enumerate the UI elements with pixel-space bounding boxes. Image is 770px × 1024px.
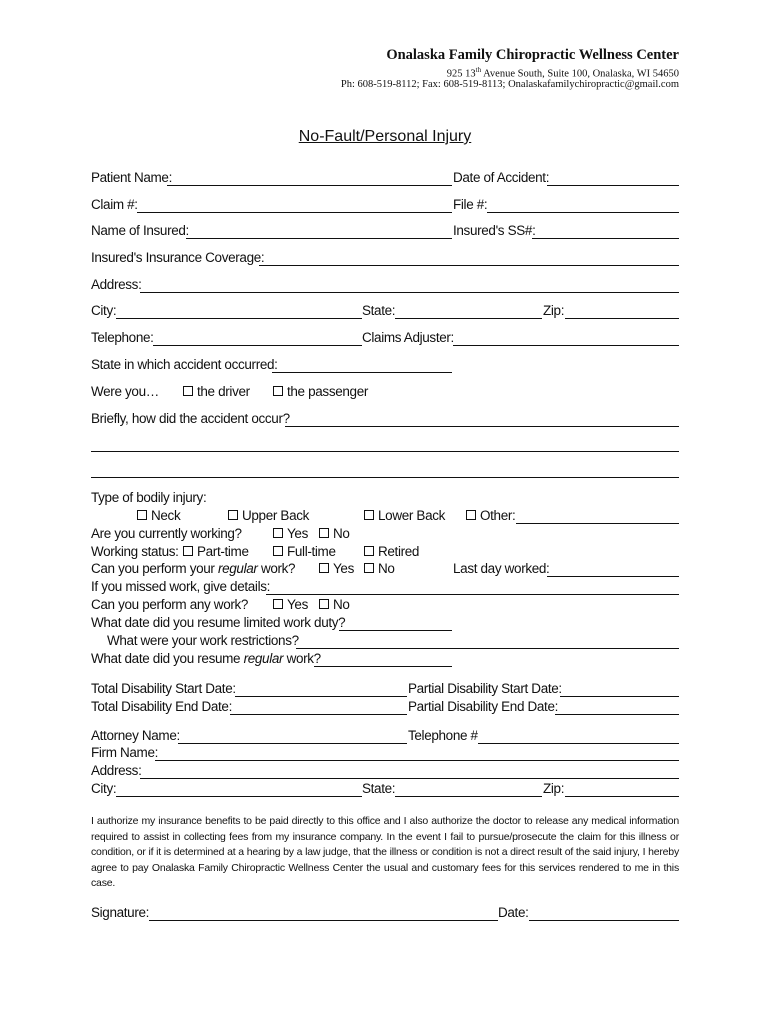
total-end-field[interactable]	[230, 714, 407, 715]
part-time-option[interactable]: Part-time	[183, 544, 249, 560]
claims-adjuster-field[interactable]	[453, 345, 679, 346]
attorney-zip-label: Zip:	[543, 781, 565, 796]
injury-type-label: Type of bodily injury:	[91, 490, 207, 505]
org-contact: Ph: 608-519-8112; Fax: 608-519-8113; Onalaskafamilychiropractic@gmail.com	[340, 79, 679, 90]
file-label: File #:	[453, 197, 488, 212]
city-label: City:	[91, 303, 117, 318]
lower-back-checkbox[interactable]	[364, 510, 374, 520]
missed-work-field[interactable]	[266, 594, 679, 595]
name-of-insured-label: Name of Insured:	[91, 223, 189, 238]
insurance-coverage-field[interactable]	[259, 265, 679, 266]
resume-regular-field[interactable]	[314, 666, 452, 667]
regular-no-option[interactable]: No	[364, 561, 395, 577]
telephone-label: Telephone:	[91, 330, 154, 345]
upper-back-option[interactable]: Upper Back	[228, 508, 309, 524]
address-field[interactable]	[140, 292, 679, 293]
full-time-checkbox[interactable]	[273, 546, 283, 556]
claims-adjuster-label: Claims Adjuster:	[362, 330, 454, 345]
zip-label: Zip:	[543, 303, 565, 318]
total-start-field[interactable]	[235, 696, 407, 697]
neck-option[interactable]: Neck	[137, 508, 180, 524]
working-yes-checkbox[interactable]	[273, 528, 283, 538]
org-name: Onalaska Family Chiropractic Wellness Center	[386, 47, 679, 63]
file-field[interactable]	[487, 212, 679, 213]
retired-option[interactable]: Retired	[364, 544, 419, 560]
regular-yes-option[interactable]: Yes	[319, 561, 354, 577]
other-checkbox[interactable]	[466, 510, 476, 520]
currently-working-label: Are you currently working?	[91, 526, 242, 541]
were-you-label: Were you…	[91, 384, 159, 399]
resume-regular-label: What date did you resume regular work?	[91, 651, 321, 666]
other-field[interactable]	[516, 523, 679, 524]
upper-back-checkbox[interactable]	[228, 510, 238, 520]
how-occur-line-2[interactable]	[91, 451, 679, 452]
claim-label: Claim #:	[91, 197, 138, 212]
state-label: State:	[362, 303, 396, 318]
regular-no-checkbox[interactable]	[364, 563, 374, 573]
attorney-zip-field[interactable]	[565, 796, 679, 797]
restrictions-label: What were your work restrictions?	[107, 633, 299, 648]
how-occur-label: Briefly, how did the accident occur?	[91, 411, 290, 426]
date-of-accident-label: Date of Accident:	[453, 170, 550, 185]
address-label: Address:	[91, 277, 142, 292]
org-address: 925 13th Avenue South, Suite 100, Onalaska, WI 54650	[446, 66, 679, 80]
insured-ss-label: Insured's SS#:	[453, 223, 536, 238]
how-occur-line-3[interactable]	[91, 477, 679, 478]
attorney-telephone-field[interactable]	[478, 743, 679, 744]
any-work-yes-option[interactable]: Yes	[273, 597, 308, 613]
any-work-no-option[interactable]: No	[319, 597, 350, 613]
full-time-option[interactable]: Full-time	[273, 544, 336, 560]
missed-work-label: If you missed work, give details:	[91, 579, 271, 594]
state-accident-field[interactable]	[272, 372, 452, 373]
authorization-text: I authorize my insurance benefits to be paid directly to this office and I also authorize the doctor to release any medical information required to assist in collecting fees from my insurance company. In the event I fail to pursue/prosecute the claim for this illness or condition, or if it is determined at a hearing by a law judge, that the illness or condition is not a direct result of the said injury, I hereby agree to pay Onalaska Family Chiropractic Wellness Center the usual and customary fees for this services rendered to me in this case.	[91, 815, 679, 889]
working-yes-option[interactable]: Yes	[273, 526, 308, 542]
signature-date-field[interactable]	[529, 920, 679, 921]
last-day-label: Last day worked:	[453, 561, 550, 576]
zip-field[interactable]	[565, 318, 679, 319]
attorney-state-field[interactable]	[395, 796, 542, 797]
firm-name-label: Firm Name:	[91, 745, 158, 760]
partial-end-field[interactable]	[555, 714, 679, 715]
attorney-state-label: State:	[362, 781, 396, 796]
date-of-accident-field[interactable]	[547, 185, 679, 186]
restrictions-field[interactable]	[296, 648, 679, 649]
working-status-label: Working status:	[91, 544, 179, 559]
state-field[interactable]	[395, 318, 542, 319]
attorney-city-field[interactable]	[116, 796, 362, 797]
any-work-yes-checkbox[interactable]	[273, 599, 283, 609]
other-option[interactable]: Other:	[466, 508, 515, 524]
name-of-insured-field[interactable]	[186, 238, 452, 239]
neck-checkbox[interactable]	[137, 510, 147, 520]
insurance-coverage-label: Insured's Insurance Coverage:	[91, 250, 265, 265]
how-occur-field[interactable]	[285, 426, 679, 427]
page-title: No-Fault/Personal Injury	[298, 128, 472, 145]
attorney-address-field[interactable]	[140, 778, 679, 779]
patient-name-label: Patient Name:	[91, 170, 172, 185]
working-no-option[interactable]: No	[319, 526, 350, 542]
signature-date-label: Date:	[498, 905, 529, 920]
part-time-checkbox[interactable]	[183, 546, 193, 556]
driver-option[interactable]: the driver	[183, 384, 250, 400]
telephone-field[interactable]	[153, 345, 362, 346]
total-start-label: Total Disability Start Date:	[91, 681, 236, 696]
any-work-no-checkbox[interactable]	[319, 599, 329, 609]
attorney-name-field[interactable]	[178, 743, 407, 744]
signature-field[interactable]	[149, 920, 498, 921]
state-accident-label: State in which accident occurred:	[91, 357, 278, 372]
lower-back-option[interactable]: Lower Back	[364, 508, 445, 524]
claim-field[interactable]	[137, 212, 452, 213]
attorney-telephone-label: Telephone #	[408, 728, 478, 743]
city-field[interactable]	[116, 318, 362, 319]
limited-duty-label: What date did you resume limited work duty?	[91, 615, 346, 630]
partial-end-label: Partial Disability End Date:	[408, 699, 559, 714]
signature-label: Signature:	[91, 905, 150, 920]
firm-name-field[interactable]	[155, 760, 679, 761]
any-work-label: Can you perform any work?	[91, 597, 249, 612]
last-day-field[interactable]	[547, 576, 679, 577]
patient-name-field[interactable]	[167, 185, 452, 186]
passenger-option[interactable]: the passenger	[273, 384, 368, 400]
partial-start-field[interactable]	[560, 696, 679, 697]
attorney-name-label: Attorney Name:	[91, 728, 180, 743]
regular-work-label: Can you perform your regular work?	[91, 561, 296, 576]
working-no-checkbox[interactable]	[319, 528, 329, 538]
retired-checkbox[interactable]	[364, 546, 374, 556]
total-end-label: Total Disability End Date:	[91, 699, 232, 714]
attorney-address-label: Address:	[91, 763, 142, 778]
attorney-city-label: City:	[91, 781, 117, 796]
passenger-checkbox[interactable]	[273, 386, 283, 396]
partial-start-label: Partial Disability Start Date:	[408, 681, 562, 696]
regular-yes-checkbox[interactable]	[319, 563, 329, 573]
insured-ss-field[interactable]	[532, 238, 679, 239]
driver-checkbox[interactable]	[183, 386, 193, 396]
limited-duty-field[interactable]	[339, 630, 452, 631]
